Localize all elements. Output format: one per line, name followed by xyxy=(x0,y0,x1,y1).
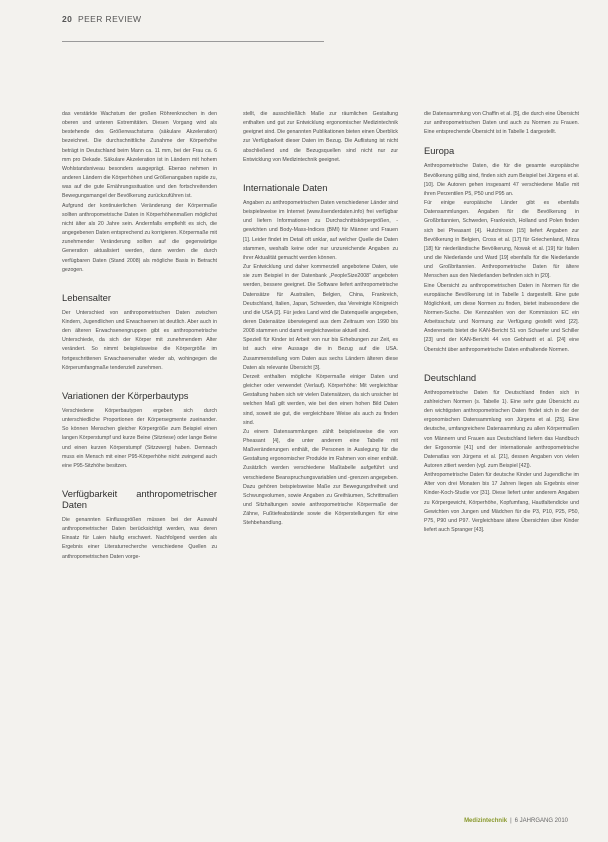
footer-separator: | xyxy=(510,818,512,824)
paragraph: Aufgrund der kontinuierlichen Veränderung der Körpermaße sollten anthropometrische Daten in Körperhöhenmaßen möglichst nicht älter als 20 Jahre sein. Andernfalls empfiehlt es sich, die angegebenen Daten entsprechend zu korrigieren. Körpermaße mit zunehmender Veränderung sollten auf die gegenwärtige Generation aktualisiert werden, dann werden die durch verfügbaren Daten (Stand 2008) als mögliche Basis in Betracht gezogen. xyxy=(62,202,217,273)
section-heading-international: Internationale Daten xyxy=(243,181,328,193)
paragraph: Eine Übersicht zu anthropometrischen Daten in Normen für die europäische Bevölkerung ist in Tabelle 1 dargestellt. Eine gute Möglichkeit, um diese Normen zu finden, bietet insbesondere die Normen-Suche. Die Kennzahlen von der Kommission EC ein Arbeitsschutz und Normung zur Verfügung gestellt wird [22]. Andererseits bietet die KAN-Bericht 51 von Schaefer und Schiller [23] und der KAN-Bericht 44 von Gebhardt et al. [24] eine Übersicht über anthropometrische Daten enthaltende Normen. xyxy=(424,282,579,353)
paragraph: Anthropometrische Daten für deutsche Kinder und Jugendliche im Alter von drei Monaten bis 17 Jahren liegen als Ergebnis einer Kinder-Koch-Studie vor [31]. Diese liefert unter anderem Angaben zu Körpergewicht, Körperhöhe, Kopfumfang, Hautfaltendicke und Gewichten von Jungen und Mädchen für die P3, P10, P25, P50, P75, P90 und P97. Vergleichbare ältere Übersichten über Kinder liefert auch Spranger [43]. xyxy=(424,472,579,534)
page-footer xyxy=(464,818,568,824)
running-header xyxy=(62,14,141,24)
paragraph: Zur Entwicklung und daher kommerziell angebotene Daten, wie sie zum Beispiel in der Datenbank „PeopleSize2008“ angeboten werden, bessere geeignet. Die Software liefert anthropometrische Datensätze für Australien, Belgien, China, Frankreich, Deutschland, Italien, Japan, Schweden, das Vereinigte Königreich und die USA [2]. Für jedes Land wird die Datenquelle angegeben, deren Datensätze überwiegend aus dem Zeitraum von 1990 bis 2008 stammen und damit vergleichsweise aktuell sind. xyxy=(243,264,398,335)
paragraph: Anthropometrische Daten für Deutschland finden sich in zahlreichen Normen (s. Tabelle 1). Eine sehr gute Übersicht zu den wichtigsten anthropometrischen Daten findet sich in der der ergonomischen Datensammlung von Jürgens et al. [25]. Eine deutsche, umfangreichere Datensammlung zu allen Körpermaßen von Männern und Frauen aus Deutschland liefern das Handbuch der Ergonomie [41] und der internationale anthropometrische Datenatlas von Jürgens et al. [21], dessen Angaben von vielen Autoren zitiert werden (vgl. zum Beispiel [42]). xyxy=(424,389,579,469)
column-right xyxy=(424,110,579,535)
paragraph: Anthropometrische Daten, die für die gesamte europäische Bevölkerung gültig sind, finden sich zum Beispiel bei Jürgens et al. [10]. Die Autoren gehen insgesamt 47 verschiedene Maße mit ihren Perzentilen P5, P50 und P95 an. xyxy=(424,163,579,197)
column-middle xyxy=(243,110,398,529)
section-heading-age: Lebensalter xyxy=(62,291,111,303)
paragraph: Für einige europäische Länder gibt es ebenfalls Datensammlungen. Angaben für die Bevölkerung in Großbritannien, Schweden, Frankreich, Holland und Polen finden sich bei Pheasant [4]. Hutchinson [15] liefert Angaben zur Bevölkerung in Belgien, Cross et al. [17] für Griechenland, Mirza [18] für niederländische Bevölkerung, Nowak et al. [19] für Italien und die Niederlande und Ward [19] ebenfalls für die Niederlande und Großbritannien. Anthropometrische Daten für ältere Menschen aus den Niederlanden befinden sich in [20]. xyxy=(424,200,579,280)
paragraph: das verstärkte Wachstum der großen Röhrenknochen in den oberen und unteren Extremitäten. Diesen Vorgang wird als bestehende des Größenwachstums (säkulare Akzeleration) bezeichnet. Die durchschnittliche Zunahme der Körperhöhe beträgt in Deutschland beim Mann ca. 11 mm, bei der Frau ca. 6 mm pro Dekade. Säkulare Akzeleration ist in Ländern mit hohem Wohlstandsniveau besonders ausgeprägt. Ebenso nehmen in anderen Ländern die Körperhöhen und Größenangaben rapide zu, was auf die gute Ernährungssituation und den fortschreitenden Bewegungsmangel der Bevölkerung zurückzuführen ist. xyxy=(62,111,217,200)
header-rule xyxy=(62,41,324,42)
paragraph: Verschiedene Körperbautypen ergeben sich durch unterschiedliche Proportionen der Körpersegmente zueinander. So können Menschen gleicher Körpergröße zum Beispiel einen langen Körperstumpf und kurze Beine (Sitzriese) oder lange Beine und einen kurzen Körperstumpf (Sitzzwerg) haben. Demnach muss ein Mensch mit einer P95-Körperhöhe nicht zwingend auch eine P95-Sitzhöhe besitzen. xyxy=(62,407,217,469)
publication-name: Medizintechnik xyxy=(464,818,508,824)
paragraph: stellt, die ausschließlich Maße zur räumlichen Gestaltung enthalten und gut zur Entwicklung ergonomischer Medizintechnik geeignet sind. Die genannten Publikationen bieten einen Überblick zur Verfügbarkeit dieser Daten im Bezug. Die Auflistung ist nicht abschließend und die Bezugsquellen sind nicht nur zur Entwicklung von Medizintechnik geeignet. xyxy=(243,111,398,163)
paragraph: Speziell für Kinder ist Arbeit von nur bis Erhebungen zur Zeit, es ist auch eine Aussage die in Bezug auf die USA. Zusammenstellung vom Daten aus sechs Ländern älteren diese Daten als relevante Übersicht [3]. xyxy=(243,337,398,371)
section-heading-europe: Europa xyxy=(424,145,455,157)
issue-label: 6 JAHRGANG 2010 xyxy=(514,818,568,824)
section-heading-body-types: Variationen der Körperbautyps xyxy=(62,389,189,401)
paragraph: die Datensammlung von Chaffin et al. [5], die durch eine Übersicht zur anthropometrischen Daten und auch zu Normen zu Frauen. Eine entsprechende Übersicht ist in Tabelle 1 dargestellt. xyxy=(424,111,579,136)
paragraph: Zu einem Datensammlungen zählt beispielsweise die von Pheasant [4], die unter anderem eine Tabelle mit Maßveränderungen enthält, die Personen in Auslegung für die Gestaltung ergonomischer Produkte im Rahmen von einer enthält. Zusätzlich werden verschiedene Maßtabelle aufgeführt und verschiedene Beanspruchungsvariablen und -grenzen angegeben. Dazu gehören beispielsweise Maße zur Bewegungsfreiheit und Schwungvolumen, sowie Angaben zu Greifräumen, Schrittmaßen und Sitzhaltungen sowie anthropometrische Körpermaße der Zähne, Fußtiefeabstände sowie die Körperstellungen für eine Stehbehandlung. xyxy=(243,428,398,527)
section-label: PEER REVIEW xyxy=(78,14,142,24)
section-heading-germany: Deutschland xyxy=(424,371,477,383)
paragraph: Der Unterschied von anthropometrischen Daten zwischen Kindern, Jugendlichen und Erwachsenen ist deutlich. Aber auch in den älteren Erwachsenengruppen gibt es anthropometrische Unterschiede, da sich der Körper mit zunehmendem Alter verändert. So nimmt beispielsweise die Körpergröße im fortgeschrittenen Erwachsenenalter wieder ab, wohingegen die Körperumfangmaße tendenziell zunehmen. xyxy=(62,309,217,371)
column-left xyxy=(62,110,217,562)
paragraph: Die genannten Einflussgrößen müssen bei der Auswahl anthropometrischer Daten berücksichtigt werden, was deren Einsatz für Laien häufig erschwert. Nachfolgend werden als Ergebnis einer Literaturrecherche verschiedene Quellen zu anthropometrischen Daten vorge- xyxy=(62,517,217,560)
page-number: 20 xyxy=(62,14,73,24)
paragraph: Derzeit enthalten mögliche Körpermaße einiger Daten und gleicher oder verwendet (Verlauf). Körperhöhe: Mit vergleichbar Gestaltung haben sich wir vielen Datensätzen, da sich unsicher ist welchen Maß gilt werden, wie bei den einen hohen Bild Daten sind, soweit sie gut, die vergleichbare Weise als auch zu finden sind. xyxy=(243,373,398,426)
paragraph: Angaben zu anthropometrischen Daten verschiedener Länder sind beispielsweise im Internet (www.ilsenderdaten.info) frei verfügbar und liefern Informationen zu Durchschnittskörpergrößen, -gewichten und Body-Mass-Indices (BMI) für Männer und Frauen [1]. Leider findet im Detail oft unklar, auf welcher Quelle die Daten stammen, weshalb keine oder nur unzureichende Angaben zu ihrer Aktualität gemacht werden können. xyxy=(243,199,398,261)
section-heading-availability: Verfügbarkeit anthropometrischer Daten xyxy=(62,488,217,510)
